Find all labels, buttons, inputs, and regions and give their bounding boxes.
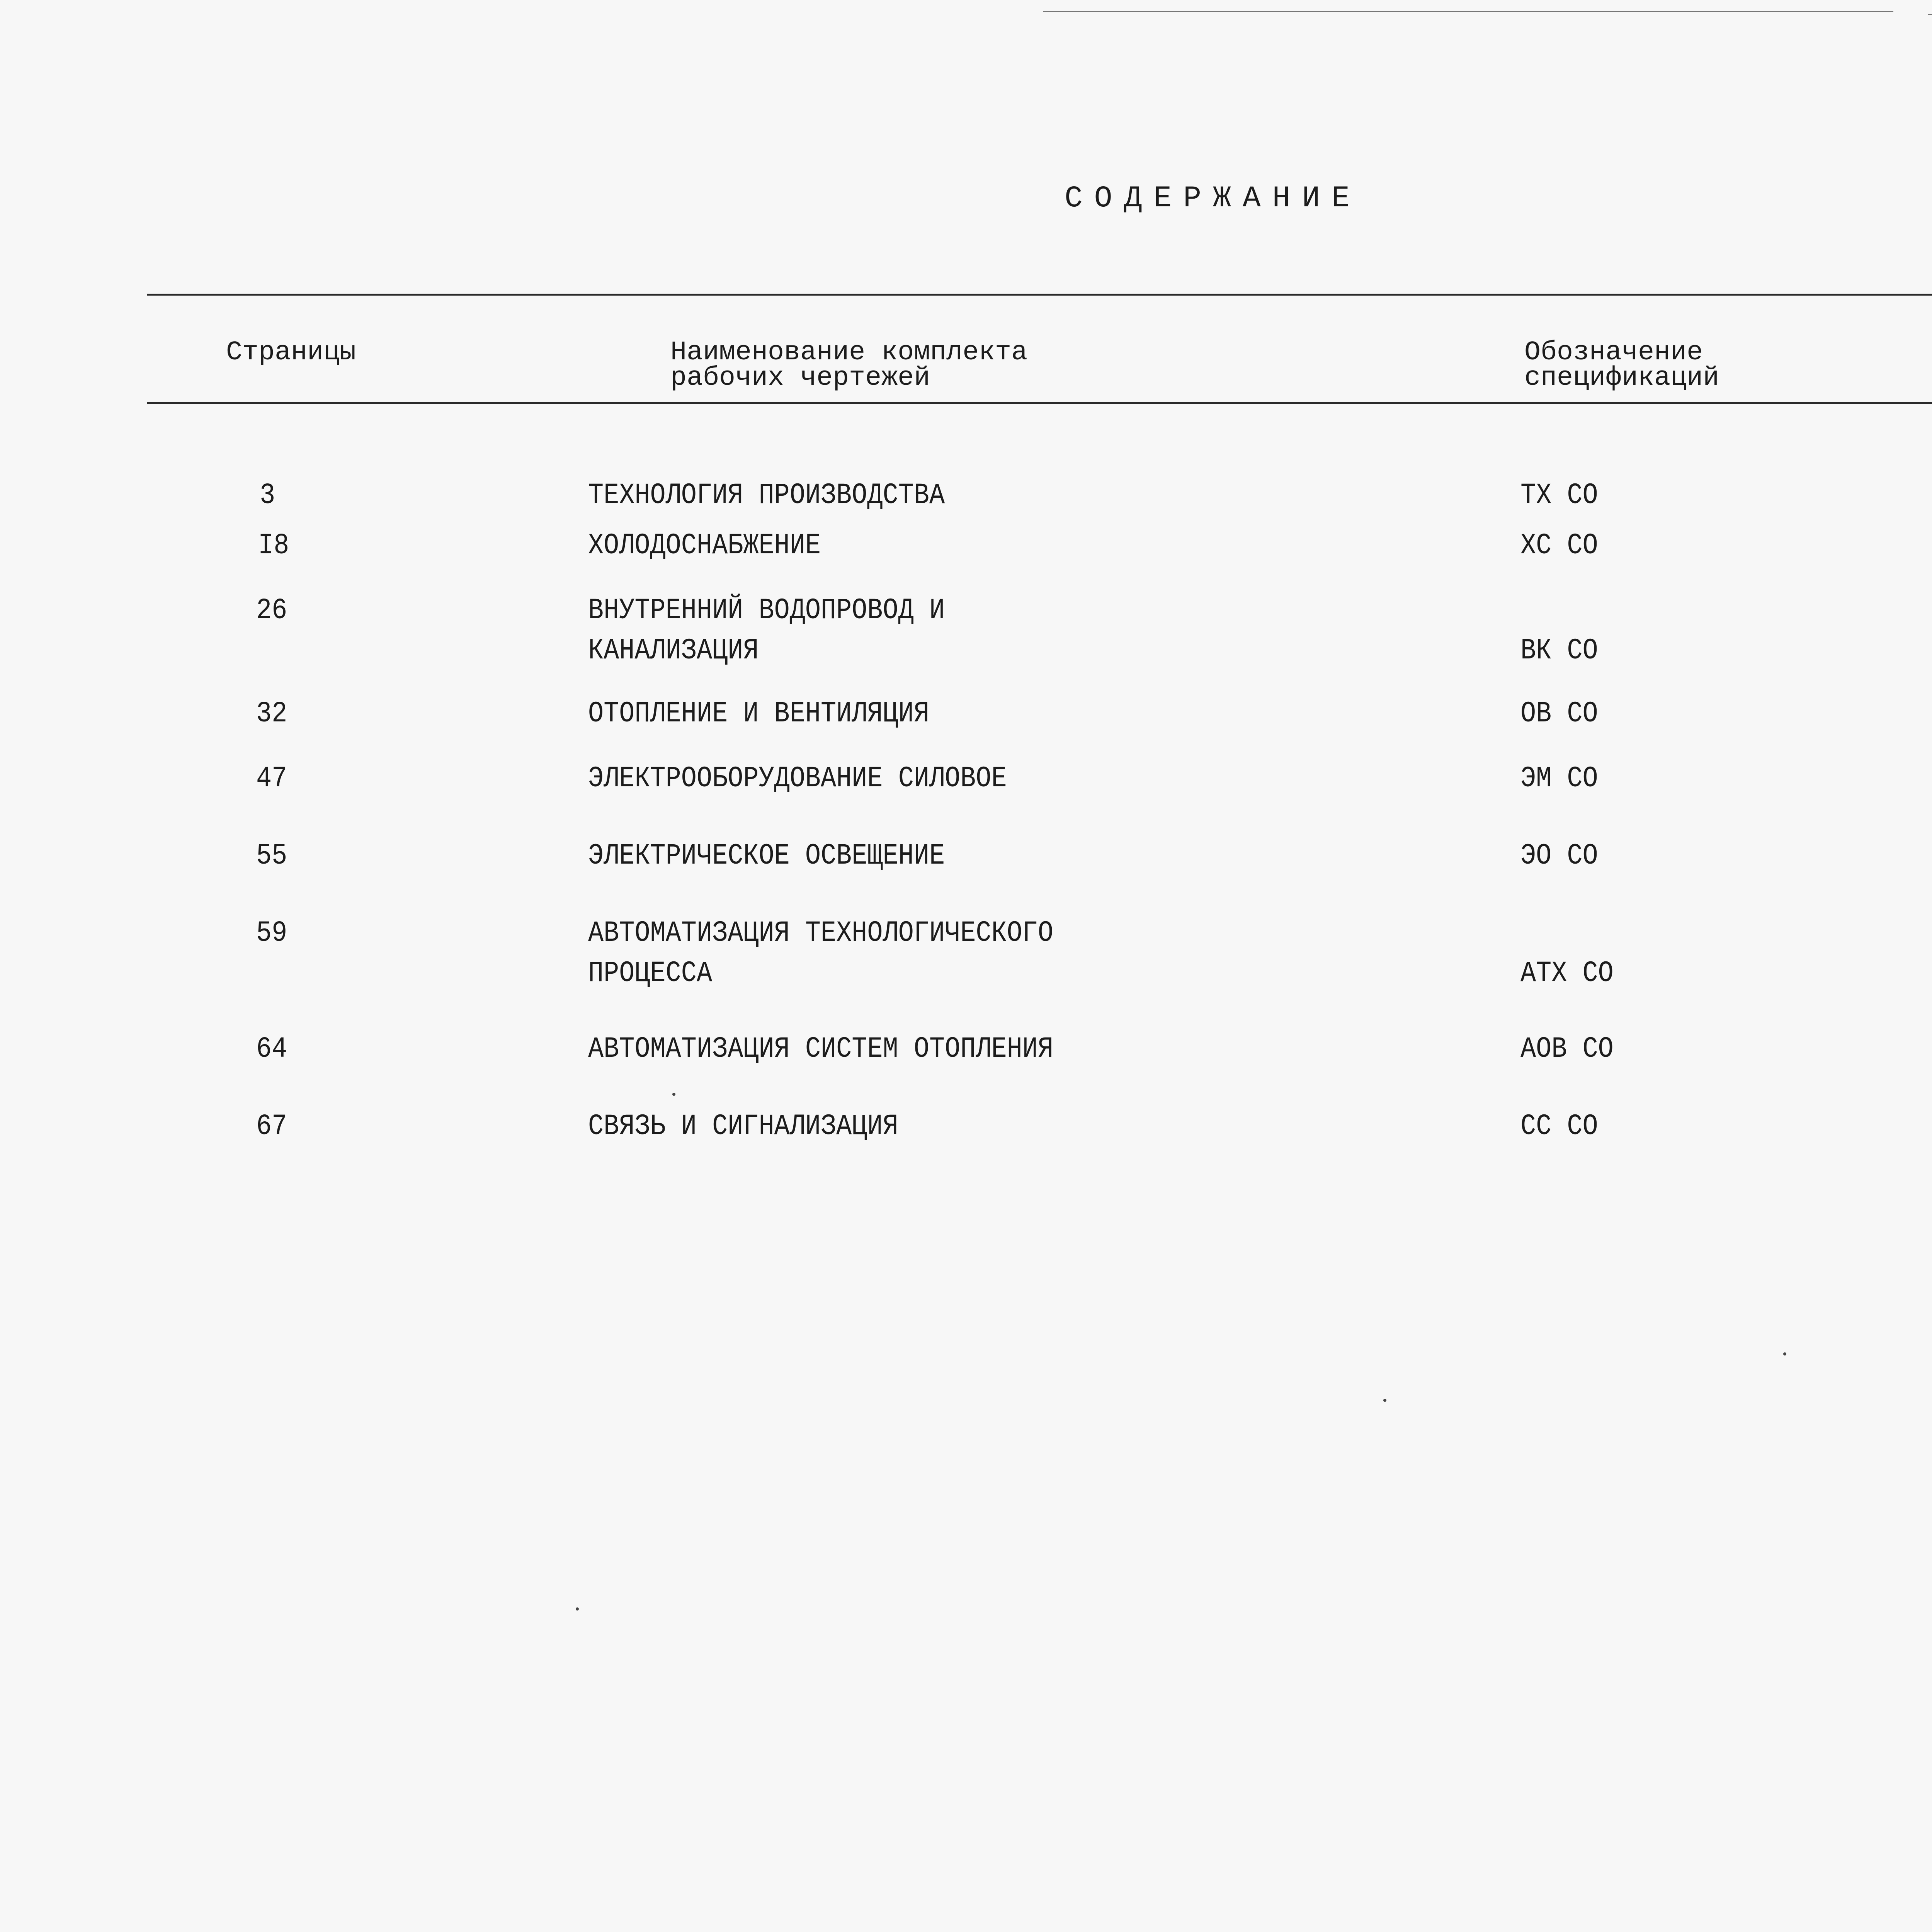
row-spec: ЭО СО	[1520, 839, 1598, 872]
row-name: СВЯЗЬ И СИГНАЛИЗАЦИЯ	[588, 1110, 898, 1143]
scan-speck	[1383, 1399, 1386, 1402]
header-pages: Страницы	[226, 337, 356, 368]
row-page: 32	[256, 697, 287, 730]
row-name: ЭЛЕКТРООБОРУДОВАНИЕ СИЛОВОЕ	[588, 762, 1007, 795]
row-name: ТЕХНОЛОГИЯ ПРОИЗВОДСТВА	[588, 479, 945, 512]
row-page: 47	[256, 762, 287, 795]
header-bottom-rule	[147, 402, 1932, 404]
scan-speck	[576, 1607, 579, 1611]
row-spec: АТХ СО	[1520, 957, 1614, 990]
row-spec: ЭМ СО	[1520, 762, 1598, 795]
page-title: СОДЕРЖАНИЕ	[1065, 182, 1362, 216]
row-name: ВНУТРЕННИЙ ВОДОПРОВОД И КАНАЛИЗАЦИЯ	[588, 594, 945, 667]
header-spec: Обозначение спецификаций	[1524, 337, 1719, 393]
row-spec: СС СО	[1520, 1110, 1598, 1143]
row-name: ЭЛЕКТРИЧЕСКОЕ ОСВЕЩЕНИЕ	[588, 839, 945, 872]
top-edge-line-2	[1928, 14, 1932, 15]
row-name: АВТОМАТИЗАЦИЯ ТЕХНОЛОГИЧЕСКОГО ПРОЦЕССА	[588, 917, 1054, 990]
header-name: Наименование комплекта рабочих чертежей	[670, 337, 1028, 393]
row-spec: ОВ СО	[1520, 697, 1598, 730]
row-page: 55	[256, 839, 287, 872]
row-page: 59	[256, 917, 287, 950]
row-spec: АОВ СО	[1520, 1032, 1614, 1066]
row-page: 3	[260, 479, 276, 512]
row-page: 26	[256, 594, 287, 627]
row-page: 67	[256, 1110, 287, 1143]
scan-speck	[672, 1093, 675, 1096]
row-name: АВТОМАТИЗАЦИЯ СИСТЕМ ОТОПЛЕНИЯ	[588, 1032, 1054, 1066]
row-spec: ТХ СО	[1520, 479, 1598, 512]
row-name: ХОЛОДОСНАБЖЕНИЕ	[588, 529, 821, 562]
row-page: 64	[256, 1032, 287, 1066]
row-name: ОТОПЛЕНИЕ И ВЕНТИЛЯЦИЯ	[588, 697, 929, 730]
scan-speck	[1783, 1352, 1786, 1355]
row-spec: ХС СО	[1520, 529, 1598, 562]
row-spec: ВК СО	[1520, 634, 1598, 667]
row-page: I8	[258, 529, 289, 562]
header-top-rule	[147, 294, 1932, 296]
top-edge-line	[1043, 11, 1893, 12]
